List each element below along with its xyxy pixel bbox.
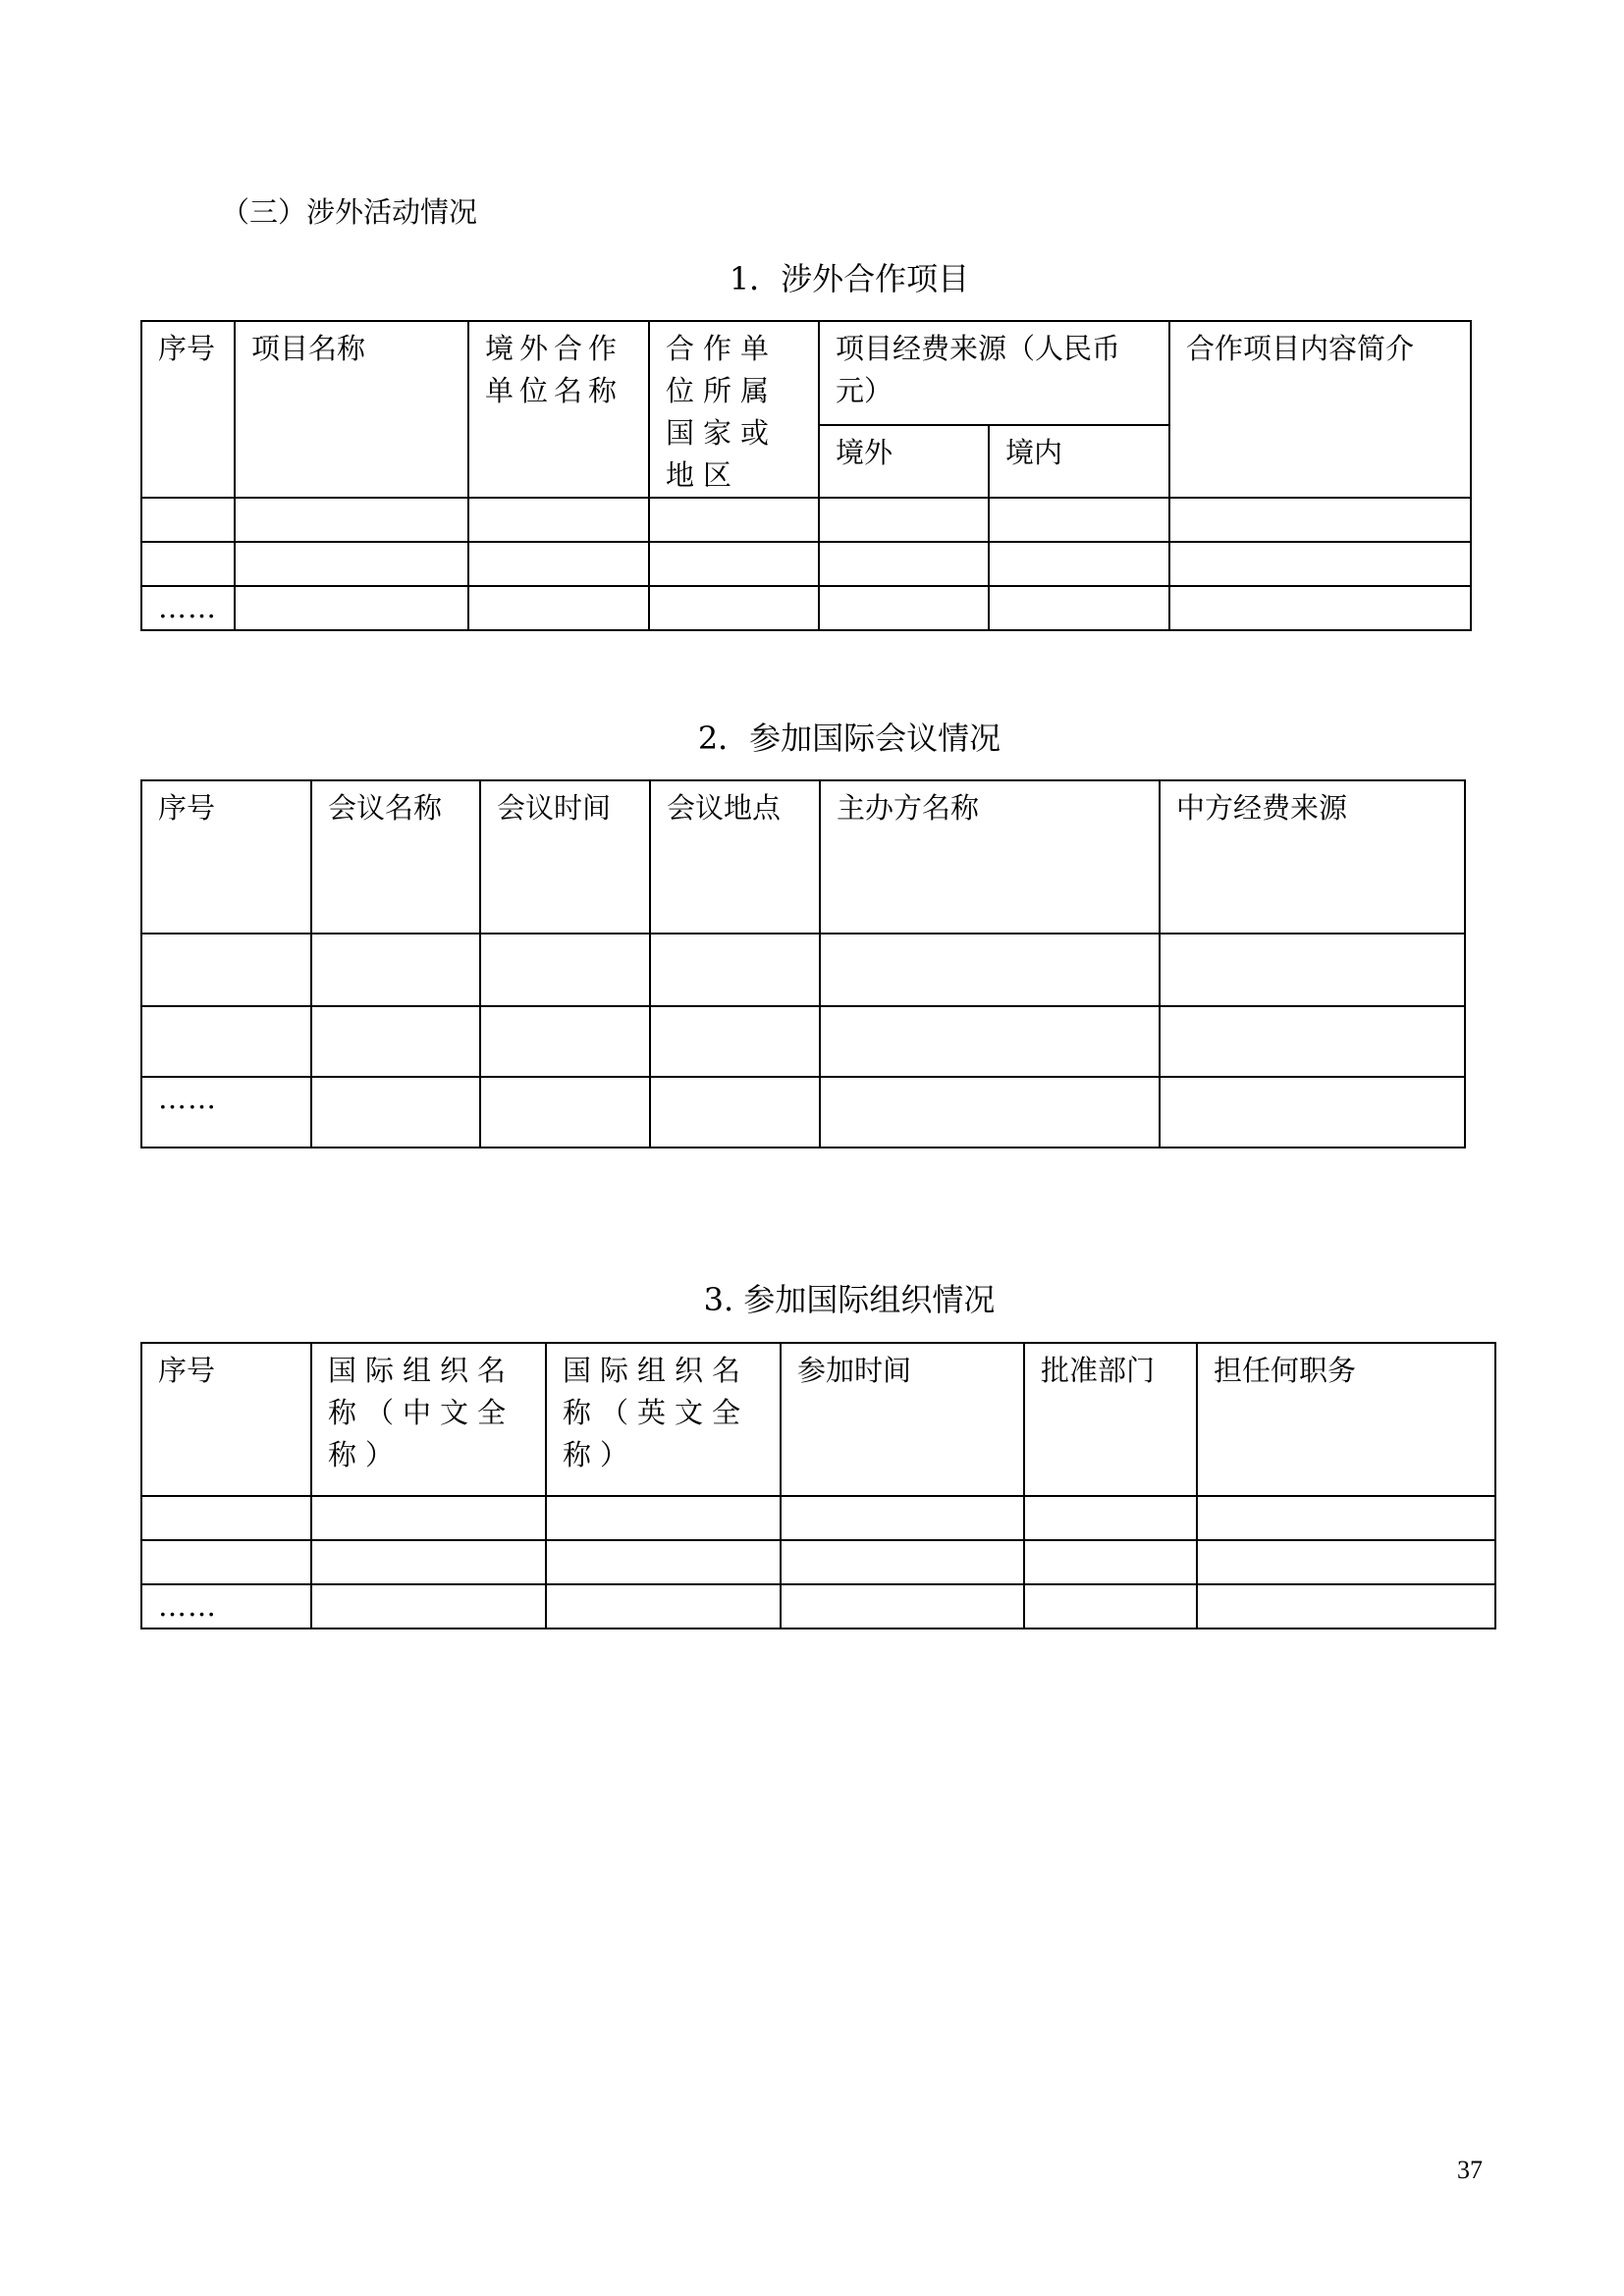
cell[interactable] [141, 1006, 311, 1077]
cell[interactable] [311, 1540, 546, 1584]
header-meeting-name: 会议名称 [311, 780, 480, 934]
header-project-name: 项目名称 [235, 321, 468, 498]
header-approving-dept: 批准部门 [1024, 1343, 1197, 1496]
page-number: 37 [1457, 2156, 1483, 2184]
foreign-cooperation-table [140, 320, 1472, 631]
table-row [141, 1006, 1465, 1077]
cell[interactable] [820, 1006, 1160, 1077]
cell[interactable] [141, 934, 311, 1006]
cell[interactable] [468, 542, 649, 586]
cell[interactable] [311, 934, 480, 1006]
international-organizations-table [140, 1342, 1496, 1629]
header-overseas: 境外 [819, 425, 989, 498]
cell[interactable] [820, 934, 1160, 1006]
table-row [141, 1584, 1495, 1629]
cell[interactable] [1024, 1496, 1197, 1540]
cell[interactable] [989, 586, 1169, 630]
header-position: 担任何职务 [1197, 1343, 1495, 1496]
cell[interactable] [781, 1496, 1024, 1540]
row-more-label: …… [141, 1077, 311, 1148]
table-2-title: 2．参加国际会议情况 [697, 720, 1001, 757]
cell[interactable] [1169, 498, 1471, 542]
cell[interactable] [1160, 1077, 1465, 1148]
header-org-name-en: 国际组织名称（英文全称） [546, 1343, 781, 1496]
cell[interactable] [311, 1006, 480, 1077]
header-domestic: 境内 [989, 425, 1169, 498]
cell[interactable] [546, 1496, 781, 1540]
cell[interactable] [650, 1077, 820, 1148]
cell[interactable] [480, 1077, 650, 1148]
table-1-title: 1．涉外合作项目 [729, 260, 970, 297]
header-partner-country: 合作单位所属国家或地区 [649, 321, 819, 498]
cell[interactable] [235, 542, 468, 586]
table-row [141, 1077, 1465, 1148]
cell[interactable] [141, 498, 235, 542]
cell[interactable] [311, 1077, 480, 1148]
header-chinese-funding: 中方经费来源 [1160, 780, 1465, 934]
header-join-time: 参加时间 [781, 1343, 1024, 1496]
cell[interactable] [649, 498, 819, 542]
header-meeting-place: 会议地点 [650, 780, 820, 934]
cell[interactable] [819, 586, 989, 630]
header-funding-source: 项目经费来源（人民币元） [819, 321, 1169, 425]
cell[interactable] [141, 1496, 311, 1540]
cell[interactable] [650, 1006, 820, 1077]
row-more-label: …… [141, 1584, 311, 1629]
cell[interactable] [141, 542, 235, 586]
cell[interactable] [649, 542, 819, 586]
cell[interactable] [1197, 1496, 1495, 1540]
cell[interactable] [1160, 1006, 1465, 1077]
header-seq: 序号 [141, 780, 311, 934]
cell[interactable] [480, 1006, 650, 1077]
cell[interactable] [141, 1540, 311, 1584]
table-3-title: 3. 参加国际组织情况 [703, 1281, 996, 1318]
cell[interactable] [781, 1584, 1024, 1629]
table-row [141, 498, 1471, 542]
row-more-label: …… [141, 586, 235, 630]
cell[interactable] [820, 1077, 1160, 1148]
cell[interactable] [468, 586, 649, 630]
cell[interactable] [1197, 1540, 1495, 1584]
header-foreign-partner: 境外合作单位名称 [468, 321, 649, 498]
cell[interactable] [989, 542, 1169, 586]
header-seq: 序号 [141, 321, 235, 498]
cell[interactable] [1197, 1584, 1495, 1629]
cell[interactable] [480, 934, 650, 1006]
cell[interactable] [819, 498, 989, 542]
cell[interactable] [311, 1496, 546, 1540]
cell[interactable] [1169, 586, 1471, 630]
cell[interactable] [235, 498, 468, 542]
table-row [141, 1540, 1495, 1584]
cell[interactable] [989, 498, 1169, 542]
cell[interactable] [650, 934, 820, 1006]
table-row [141, 934, 1465, 1006]
cell[interactable] [1024, 1584, 1197, 1629]
cell[interactable] [1024, 1540, 1197, 1584]
cell[interactable] [819, 542, 989, 586]
cell[interactable] [311, 1584, 546, 1629]
cell[interactable] [546, 1584, 781, 1629]
header-project-summary: 合作项目内容简介 [1169, 321, 1471, 498]
cell[interactable] [468, 498, 649, 542]
table-row [141, 586, 1471, 630]
table-row [141, 1496, 1495, 1540]
cell[interactable] [235, 586, 468, 630]
cell[interactable] [1160, 934, 1465, 1006]
section-heading: （三）涉外活动情况 [221, 195, 478, 229]
header-seq: 序号 [141, 1343, 311, 1496]
cell[interactable] [781, 1540, 1024, 1584]
header-host: 主办方名称 [820, 780, 1160, 934]
header-meeting-time: 会议时间 [480, 780, 650, 934]
cell[interactable] [649, 586, 819, 630]
header-org-name-cn: 国际组织名称（中文全称） [311, 1343, 546, 1496]
international-meetings-table [140, 779, 1466, 1148]
cell[interactable] [546, 1540, 781, 1584]
table-row [141, 542, 1471, 586]
cell[interactable] [1169, 542, 1471, 586]
